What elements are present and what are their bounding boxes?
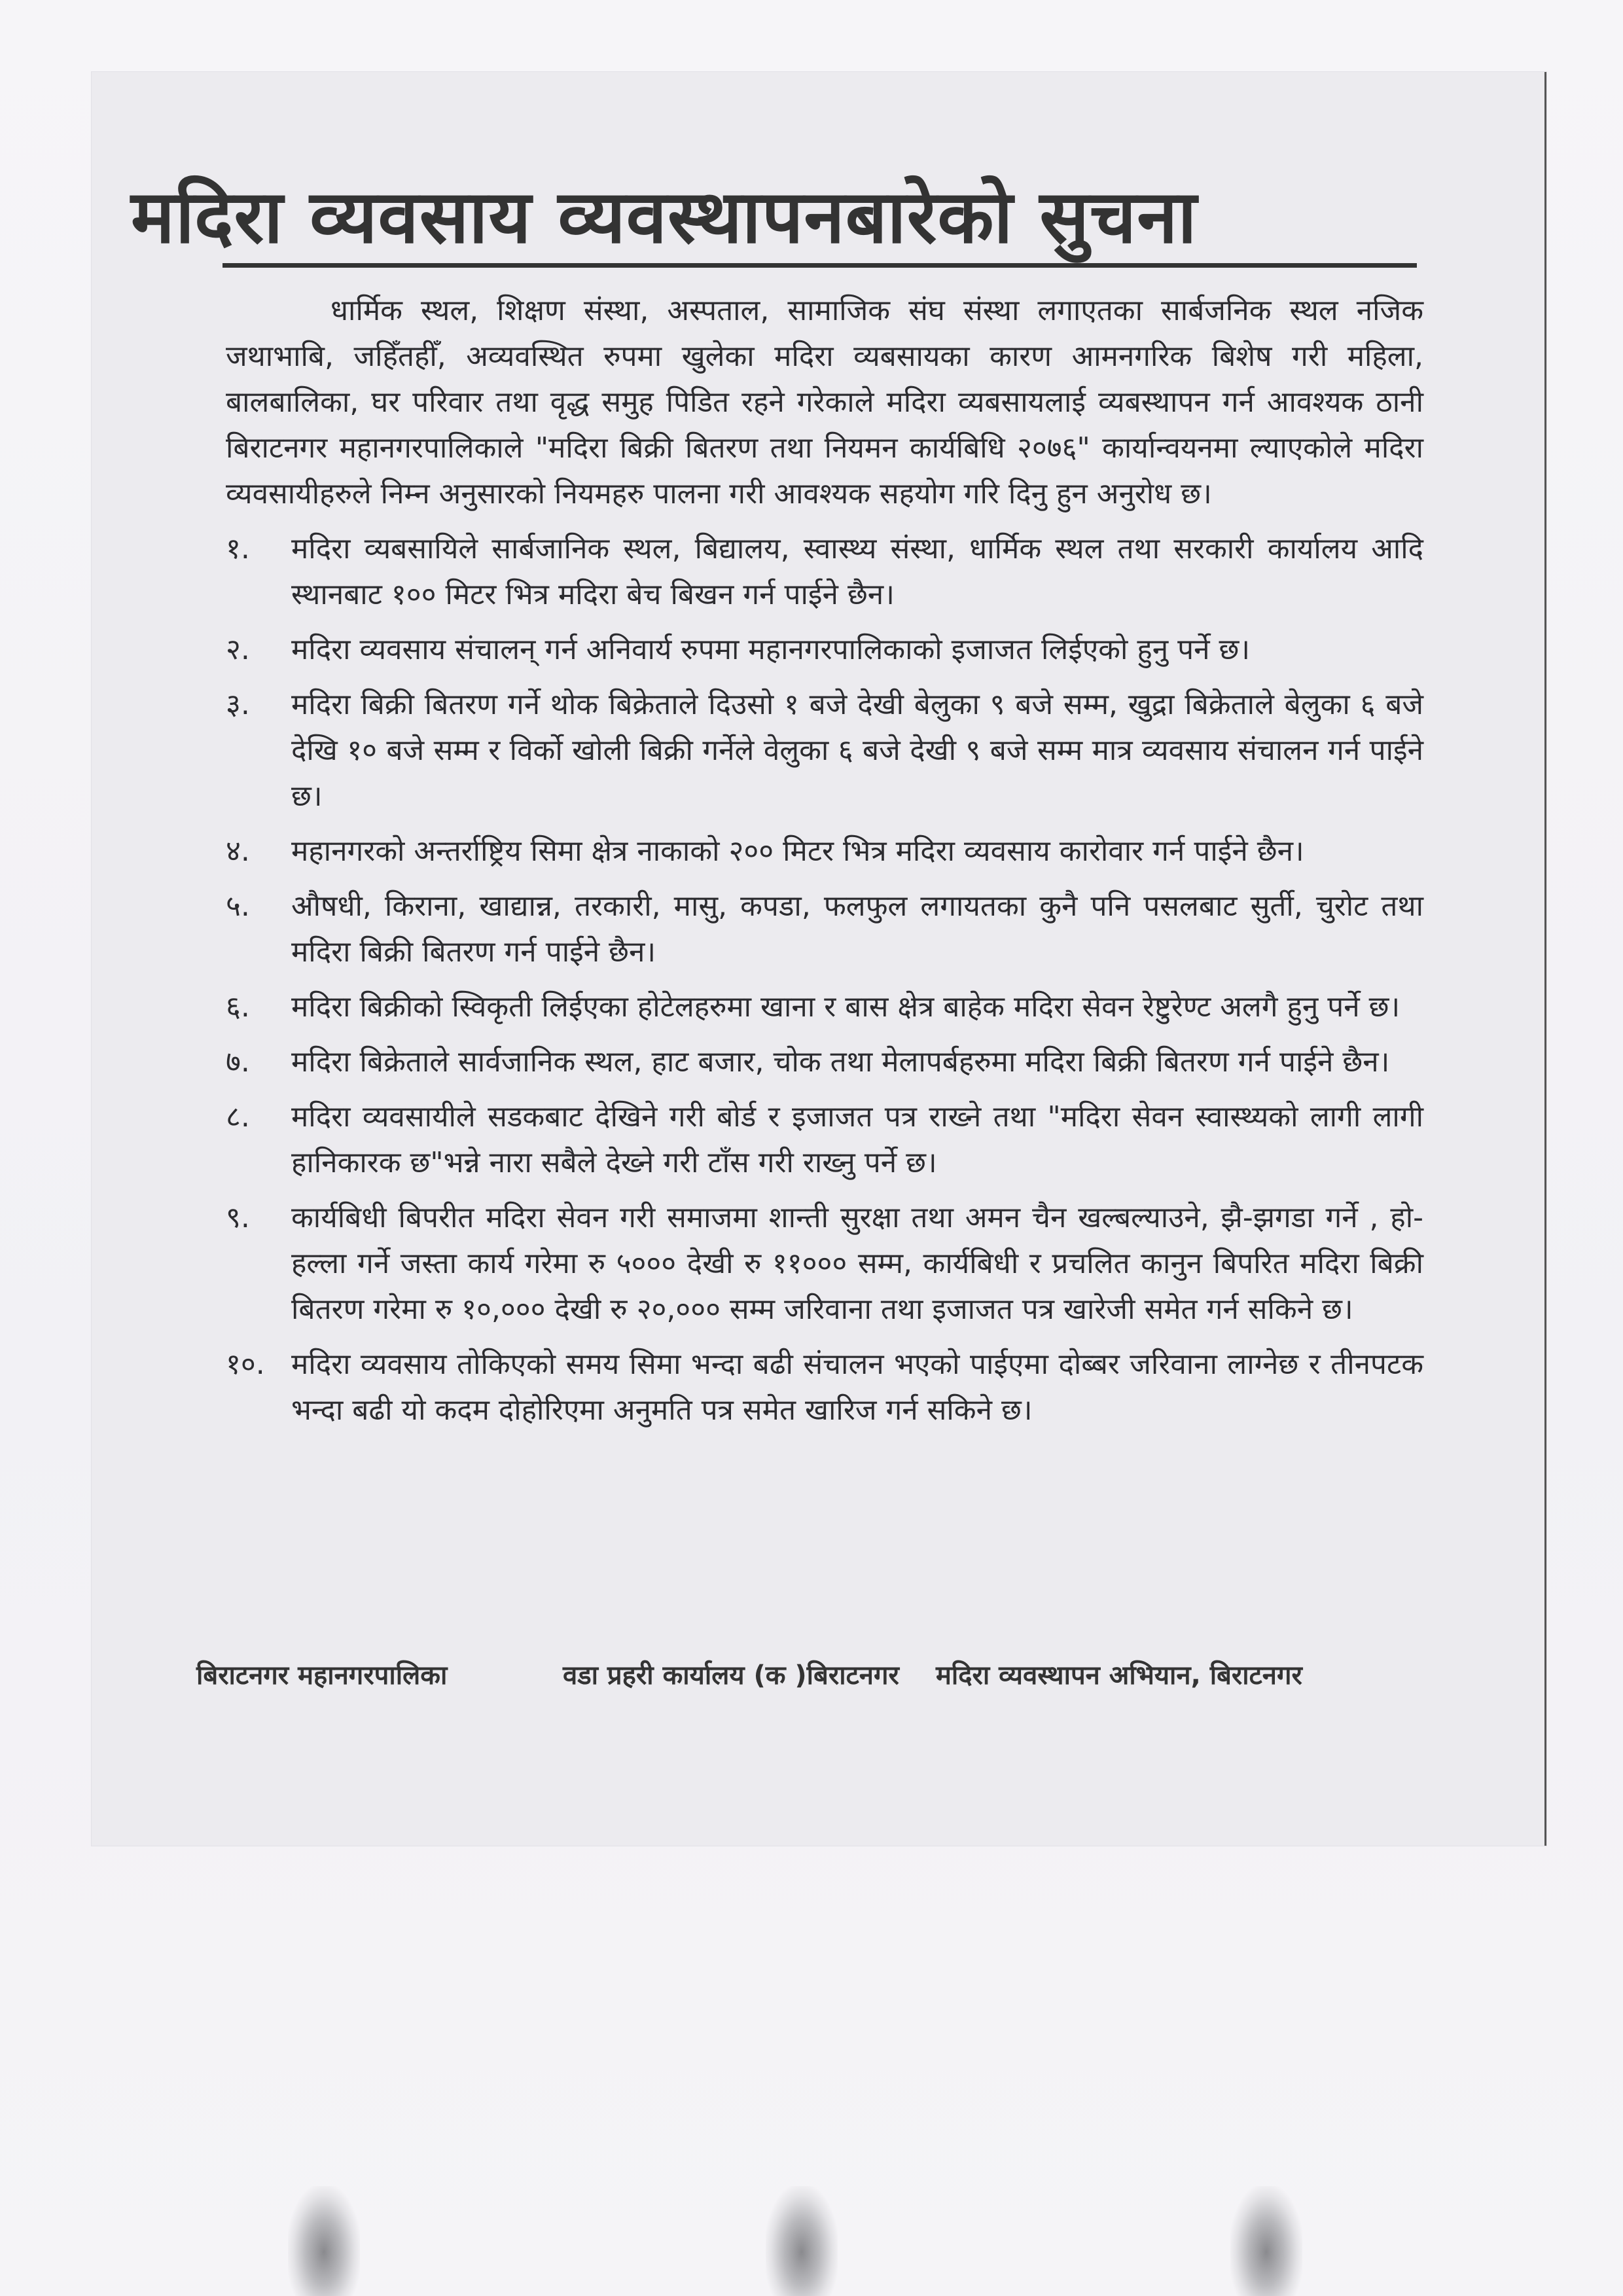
- rule-text: मदिरा बिक्रेताले सार्वजानिक स्थल, हाट बजार, चोक तथा मेलापर्बहरुमा मदिरा बिक्री बितरण गर्न पाईने छैन।: [291, 1045, 1390, 1079]
- scan-smudge: [1230, 2186, 1302, 2296]
- signatory-municipality: बिराटनगर महानगरपालिका: [196, 1660, 448, 1691]
- rule-item: [226, 984, 1423, 1030]
- rule-text: मदिरा बिक्रीको स्विकृती लिईएका होटेलहरुमा खाना र बास क्षेत्र बाहेक मदिरा सेवन रेष्टुरेण्ट अलगै हुनु पर्ने छ।: [291, 990, 1400, 1024]
- rule-text: मदिरा व्यवसायीले सडकबाट देखिने गरी बोर्ड र इजाजत पत्र राख्ने तथा "मदिरा सेवन स्वास्थ्यको लागी लागी हानिकारक छ"भन्ने नारा सबैले देख्ने गरी टाँस गरी राख्नु पर्ने छ।: [291, 1100, 1423, 1179]
- signatory-campaign: मदिरा व्यवस्थापन अभियान, बिराटनगर: [936, 1660, 1302, 1691]
- rule-item: [226, 884, 1423, 975]
- rule-number: १०.: [226, 1348, 265, 1381]
- rule-text: मदिरा व्यवसाय संचालन् गर्न अनिवार्य रुपमा महानगरपालिकाको इजाजत लिईएको हुनु पर्ने छ।: [291, 633, 1251, 666]
- rule-number: ८.: [226, 1100, 250, 1134]
- rule-number: ६.: [226, 990, 250, 1024]
- rule-text: मदिरा बिक्री बितरण गर्ने थोक बिक्रेताले दिउसो १ बजे देखी बेलुका ९ बजे सम्म, खुद्रा बिक्रेताले बेलुका ६ बजे देखि १० बजे सम्म र विर्को खोली बिक्री गर्नेले वेलुका ६ बजे देखी ९ बजे सम्म मात्र व्यवसाय संचालन गर्न पाईने छ।: [291, 688, 1423, 813]
- rule-number: ५.: [226, 889, 250, 923]
- rule-item: [226, 627, 1423, 673]
- rule-number: ७.: [226, 1045, 250, 1079]
- signatories-row: [196, 1656, 1427, 1702]
- rule-item: [226, 1195, 1423, 1333]
- rules-list: [226, 526, 1423, 1433]
- notice-body: [226, 288, 1423, 1443]
- title-underline: [223, 263, 1417, 268]
- scan-smudge: [766, 2186, 838, 2296]
- signatory-police-office: वडा प्रहरी कार्यालय (क )बिराटनगर: [563, 1660, 899, 1691]
- rule-number: ९.: [226, 1201, 250, 1234]
- rule-item: [226, 1039, 1423, 1085]
- rule-item: [226, 682, 1423, 819]
- rule-number: १.: [226, 532, 250, 565]
- scan-smudge: [288, 2186, 360, 2296]
- rule-number: ४.: [226, 834, 250, 868]
- rule-text: मदिरा व्यवसाय तोकिएको समय सिमा भन्दा बढी संचालन भएको पाईएमा दोब्बर जरिवाना लाग्नेछ र तीनपटक भन्दा बढी यो कदम दोहोरिएमा अनुमति पत्र समेत खारिज गर्न सकिने छ।: [291, 1348, 1423, 1427]
- rule-item: [226, 829, 1423, 874]
- rule-text: औषधी, किराना, खाद्यान्न, तरकारी, मासु, कपडा, फलफुल लगायतका कुनै पनि पसलबाट सुर्ती, चुरोट तथा मदिरा बिक्री बितरण गर्न पाईने छैन।: [291, 889, 1423, 969]
- rule-text: मदिरा व्यबसायिले सार्बजानिक स्थल, बिद्यालय, स्वास्थ्य संस्था, धार्मिक स्थल तथा सरकारी कार्यालय आदि स्थानबाट १०० मिटर भित्र मदिरा बेच बिखन गर्न पाईने छैन।: [291, 532, 1423, 611]
- rule-number: ३.: [226, 688, 250, 721]
- rule-item: [226, 1342, 1423, 1433]
- rule-text: कार्यबिधी बिपरीत मदिरा सेवन गरी समाजमा शान्ती सुरक्षा तथा अमन चैन खल्बल्याउने, झै-झगडा गर्ने , हो-हल्ला गर्ने जस्ता कार्य गरेमा रु ५००० देखी रु ११००० सम्म, कार्यबिधी र प्रचलित कानुन बिपरित मदिरा बिक्री बितरण गरेमा रु १०,००० देखी रु २०,००० सम्म जरिवाना तथा इजाजत पत्र खारेजी समेत गर्न सकिने छ।: [291, 1201, 1423, 1326]
- rule-item: [226, 1094, 1423, 1186]
- rule-text: महानगरको अन्तर्राष्ट्रिय सिमा क्षेत्र नाकाको २०० मिटर भित्र मदिरा व्यवसाय कारोवार गर्न पाईने छैन।: [291, 834, 1304, 868]
- intro-paragraph: धार्मिक स्थल, शिक्षण संस्था, अस्पताल, सामाजिक संघ संस्था लगाएतका सार्बजनिक स्थल नजिक जथाभाबि, जहिँतहीँ, अव्यवस्थित रुपमा खुलेका मदिरा व्यबसायका कारण आमनगरिक बिशेष गरी महिला, बालबालिका, घर परिवार तथा वृद्ध समुह पिडित रहने गरेकाले मदिरा व्यबसायलाई व्यबस्थापन गर्न आवश्यक ठानी बिराटनगर महानगरपालिकाले "मदिरा बिक्री बितरण तथा नियमन कार्यबिधि २०७६" कार्यान्वयनमा ल्याएकोले मदिरा व्यवसायीहरुले निम्न अनुसारको नियमहरु पालना गरी आवश्यक सहयोग गरि दिनु हुन अनुरोध छ।: [226, 294, 1423, 511]
- notice-title: मदिरा व्यवसाय व्यवस्थापनबारेको सुचना: [131, 175, 1198, 260]
- rule-number: २.: [226, 633, 250, 666]
- rule-item: [226, 526, 1423, 618]
